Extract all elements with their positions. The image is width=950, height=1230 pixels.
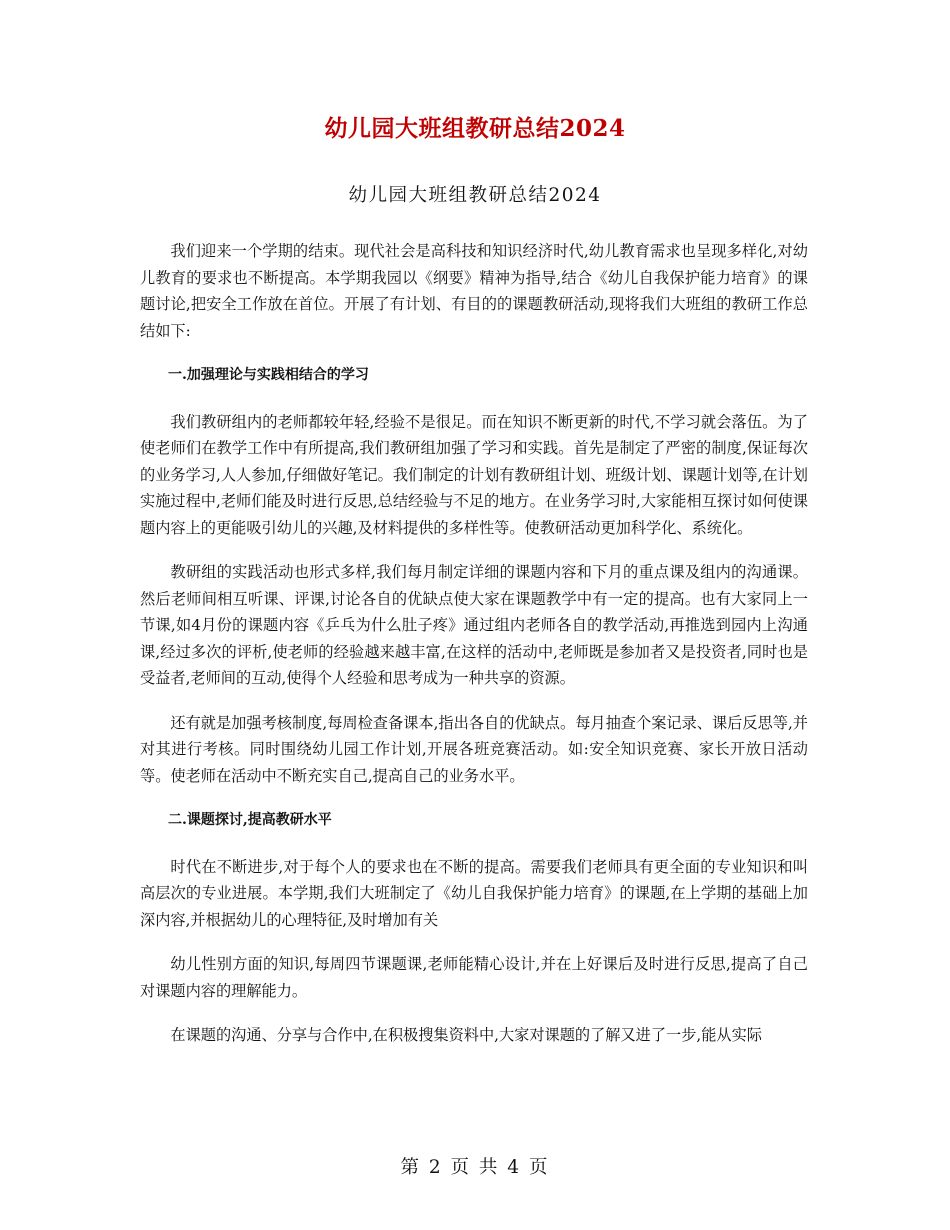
paragraph-6: 在课题的沟通、分享与合作中,在积极搜集资料中,大家对课题的了解又进了一步,能从实际 <box>170 1026 762 1044</box>
document-subtitle: 幼儿园大班组教研总结2024 <box>348 185 602 206</box>
page-footer: 第 2 页 共 4 页 <box>400 1157 550 1178</box>
document-body <box>140 238 808 1049</box>
section-heading-2: 二.课题探讨,提高教研水平 <box>168 812 332 828</box>
section-heading-1: 一.加强理论与实践相结合的学习 <box>168 367 369 383</box>
paragraph-2: 教研组的实践活动也形式多样,我们每月制定详细的课题内容和下月的重点课及组内的沟通课。然后老师间相互听课、评课,讨论各自的优缺点使大家在课题教学中有一定的提高。也有大家同上一节课,如4月份的课题内容《乒乓为什么肚子疼》通过组内老师各自的教学活动,再推选到园内上沟通课,经过多次的评析,使老师的经验越来越丰富,在这样的活动中,老师既是参加者又是投资者,同时也是受益者,老师间的互动,使得个人经验和思考成为一种共享的资源。 <box>140 563 808 687</box>
paragraph-3: 还有就是加强考核制度,每周检查备课本,指出各自的优缺点。每月抽查个案记录、课后反思等,并对其进行考核。同时围绕幼儿园工作计划,开展各班竞赛活动。如:安全知识竞赛、家长开放日活动等。使老师在活动中不断充实自己,提高自己的业务水平。 <box>140 713 808 785</box>
paragraph-1: 我们教研组内的老师都较年轻,经验不是很足。而在知识不断更新的时代,不学习就会落伍。为了使老师们在教学工作中有所提高,我们教研组加强了学习和实践。首先是制定了严密的制度,保证每次的业务学习,人人参加,仔细做好笔记。我们制定的计划有教研组计划、班级计划、课题计划等,在计划实施过程中,老师们能及时进行反思,总结经验与不足的地方。在业务学习时,大家能相互探讨如何使课题内容上的更能吸引幼儿的兴趣,及材料提供的多样性等。使教研活动更加科学化、系统化。 <box>140 412 808 537</box>
paragraph-5: 幼儿性别方面的知识,每周四节课题课,老师能精心设计,并在上好课后及时进行反思,提高了自己对课题内容的理解能力。 <box>140 955 808 1000</box>
paragraph-4: 时代在不断进步,对于每个人的要求也在不断的提高。需要我们老师具有更全面的专业知识和叫高层次的专业进展。本学期,我们大班制定了《幼儿自我保护能力培育》的课题,在上学期的基础上加深内容,并根据幼儿的心理特征,及时增加有关 <box>140 857 808 929</box>
document-title: 幼儿园大班组教研总结2024 <box>324 115 626 142</box>
paragraph-intro: 我们迎来一个学期的结束。现代社会是高科技和知识经济时代,幼儿教育需求也呈现多样化,对幼儿教育的要求也不断提高。本学期我园以《纲要》精神为指导,结合《幼儿自我保护能力培育》的课题讨论,把安全工作放在首位。开展了有计划、有目的的课题教研活动,现将我们大班组的教研工作总结如下: <box>140 242 808 340</box>
